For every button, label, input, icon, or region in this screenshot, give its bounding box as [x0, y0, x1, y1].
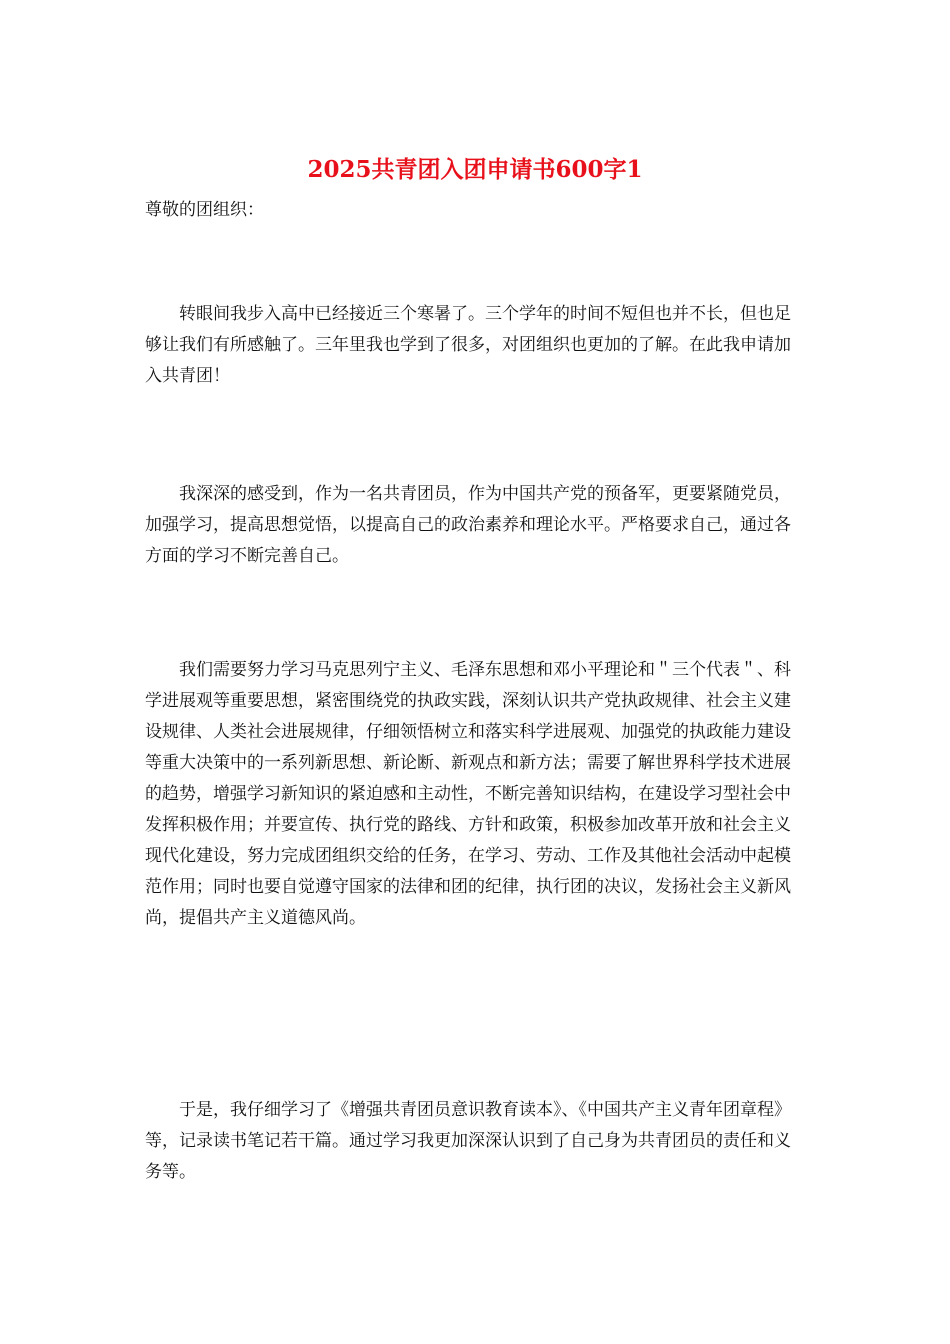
salutation: 尊敬的团组织： [145, 200, 264, 220]
document-title: 2025共青团入团申请书600字1 [307, 156, 643, 183]
paragraph-4: 于是，我仔细学习了《增强共青团员意识教育读本》、《中国共产主义青年团章程》等，记录读书笔记若干篇。通过学习我更加深深认识到了自己身为共青团员的责任和义务等。 [145, 1100, 791, 1182]
paragraph-2: 我深深的感受到，作为一名共青团员，作为中国共产党的预备军，更要紧随党员，加强学习，提高思想觉悟，以提高自己的政治素养和理论水平。严格要求自己，通过各方面的学习不断完善自己。 [145, 484, 791, 566]
paragraph-1: 转眼间我步入高中已经接近三个寒暑了。三个学年的时间不短但也并不长，但也足够让我们有所感触了。三年里我也学到了很多，对团组织也更加的了解。在此我申请加入共青团！ [145, 304, 791, 386]
paragraph-3: 我们需要努力学习马克思列宁主义、毛泽东思想和邓小平理论和＂三个代表＂、科学进展观等重要思想，紧密围绕党的执政实践，深刻认识共产党执政规律、社会主义建设规律、人类社会进展规律，仔细领悟树立和落实科学进展观、加强党的执政能力建设等重大决策中的一系列新思想、新论断、新观点和新方法；需要了解世界科学技术进展的趋势，增强学习新知识的紧迫感和主动性，不断完善知识结构，在建设学习型社会中发挥积极作用；并要宣传、执行党的路线、方针和政策，积极参加改革开放和社会主义现代化建设，努力完成团组织交给的任务，在学习、劳动、工作及其他社会活动中起模范作用；同时也要自觉遵守国家的法律和团的纪律，执行团的决议，发扬社会主义新风尚，提倡共产主义道德风尚。 [145, 660, 791, 928]
